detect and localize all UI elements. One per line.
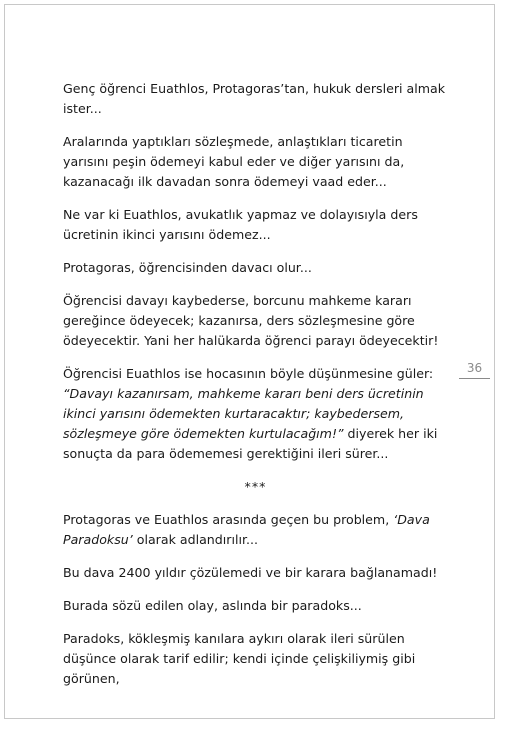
paragraph-p4 [63, 258, 448, 278]
page-number: 36 [466, 361, 483, 375]
paragraph-p1 [63, 79, 448, 119]
paragraph-p7 [63, 510, 448, 550]
paragraph-p5 [63, 291, 448, 351]
italic-text: “Davayı kazanırsam, mahkeme kararı beni ders ücretinin ikinci yarısını ödemekten kurtaracaktır; kaybedersem, sözleşmeye göre ödemekten kurtulacağım!” [63, 386, 424, 441]
section-separator [63, 477, 448, 497]
text-run: Protagoras ve Euathlos arasında geçen bu problem, [63, 512, 394, 527]
document-body [63, 79, 448, 702]
text-run: Öğrencisi davayı kaybederse, borcunu mahkeme kararı gereğince ödeyecek; kazanırsa, ders sözleşmesine göre ödeyecektir. Yani her halükarda öğrenci parayı ödeyecektir! [63, 293, 439, 348]
text-run: Genç öğrenci Euathlos, Protagoras’tan, hukuk dersleri almak ister... [63, 81, 446, 116]
paragraph-p9 [63, 596, 448, 616]
text-run: Paradoks, kökleşmiş kanılara aykırı olarak ileri sürülen düşünce olarak tarif edilir; kendi içinde çelişkiliymiş gibi görünen, [63, 631, 416, 686]
paragraph-p2 [63, 132, 448, 192]
page-number-rule [459, 378, 490, 379]
text-run: Protagoras, öğrencisinden davacı olur... [63, 260, 312, 275]
text-run: olarak adlandırılır... [132, 532, 258, 547]
text-run: *** [244, 479, 267, 494]
text-run: Ne var ki Euathlos, avukatlık yapmaz ve dolayısıyla ders ücretinin ikinci yarısını ödemez... [63, 207, 418, 242]
text-run: Aralarında yaptıkları sözleşmede, anlaştıkları ticaretin yarısını peşin ödemeyi kabul eder ve diğer yarısını da, kazanacağı ilk davadan sonra ödemeyi vaad eder... [63, 134, 405, 189]
text-run: Bu dava 2400 yıldır çözülemedi ve bir karara bağlanamadı! [63, 565, 438, 580]
text-run: diyerek her iki sonuçta da para ödememesi gerektiğini ileri sürer... [63, 426, 438, 461]
paragraph-p3 [63, 205, 448, 245]
text-run: Burada sözü edilen olay, aslında bir paradoks... [63, 598, 362, 613]
paragraph-p6 [63, 364, 448, 464]
text-run: Öğrencisi Euathlos ise hocasının böyle düşünmesine güler: [63, 366, 434, 381]
paragraph-p10 [63, 629, 448, 689]
paragraph-p8 [63, 563, 448, 583]
italic-text: ‘Dava Paradoksu’ [63, 512, 430, 547]
